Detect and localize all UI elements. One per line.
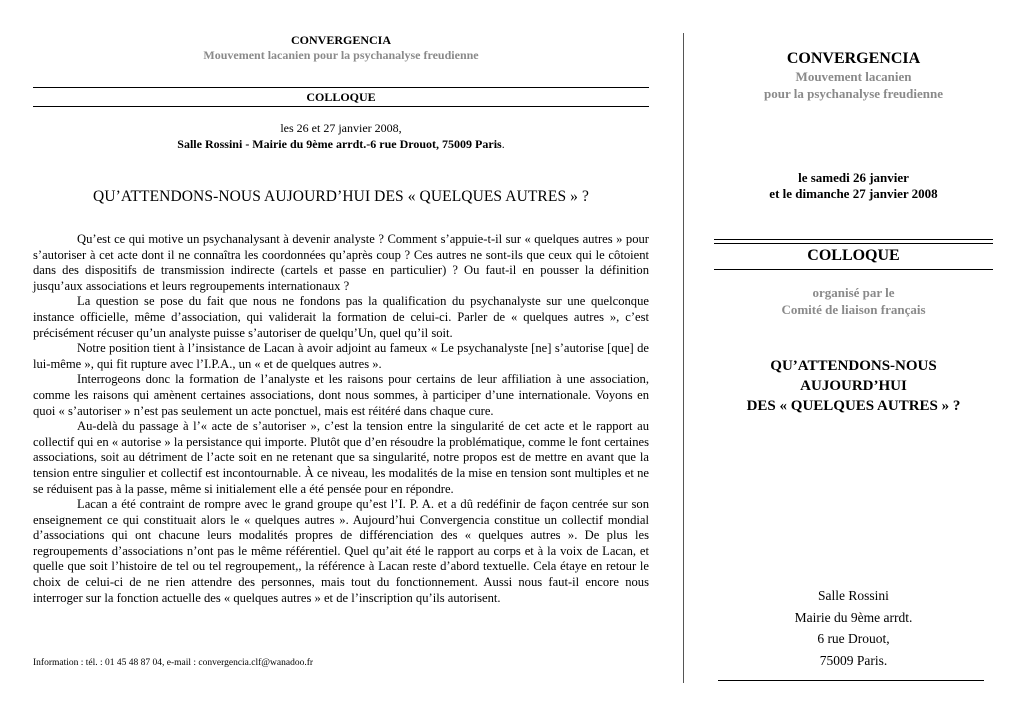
dates-line: les 26 et 27 janvier 2008, [280, 121, 402, 135]
paragraph: La question se pose du fait que nous ne fondons pas la qualification du psychanalyste sur une quelconque instance officielle, même d’association, qui validerait la formation de celui-ci. Parler de « quelques autres », c’est précisément récuser qu’un analyste puisse s’autoriser de quelqu’Un, quel qu’il soit. [33, 294, 653, 340]
org-subtitle: Mouvement lacanien pour la psychanalyse freudienne [203, 48, 479, 62]
address-line: Mairie du 9ème arrdt. [794, 609, 913, 625]
left-page [33, 33, 653, 606]
right-page [714, 50, 993, 416]
right-date-1: le samedi 26 janvier [798, 170, 909, 185]
org-name: CONVERGENCIA [290, 33, 391, 47]
right-title-line-2: AUJOURD’HUI [800, 378, 907, 394]
organizer-line-1: organisé par le [812, 285, 895, 300]
paragraph: Au-delà du passage à l’« acte de s’autoriser », c’est la tension entre la singularité de cet acte et le rapport au collectif qui en « autorise » la persistance qui importe. Plutôt que d’en résoudre la problématique, comme le font certaines associations, soit au détriment de l’acte soit en ne retenant que sa singularité, notre propos est de mettre en avant que la tension entre singulier et collectif est incontournable. À ce niveau, les modalités de la mise en tension sont multiples et ne se réduisent pas à la passe, même si initialement elle a été pensée pour en répondre. [33, 419, 653, 496]
paragraph: Interrogeons donc la formation de l’analyste et les raisons pour certains de leur affiliation à une association, comme les raisons qui amènent certaines associations, dont nous sommes, à participer d’une internationale. Voyons en quoi « s’autoriser » n’est pas seulement un acte ponctuel, mais est réitéré dans chaque cure. [33, 372, 653, 418]
right-title [714, 356, 993, 416]
right-colloque-label: COLLOQUE [714, 243, 993, 269]
organizer-line-2: Comité de liaison français [781, 302, 926, 317]
contact-info: Information : tél. : 01 45 48 87 04, e-mail : convergencia.clf@wanadoo.fr [33, 658, 314, 668]
right-org-name: CONVERGENCIA [786, 50, 921, 67]
bottom-rule [718, 680, 984, 681]
venue-line: Salle Rossini - Mairie du 9ème arrdt.-6 rue Drouot, 75009 Paris [177, 137, 502, 151]
paragraph: Lacan a été contraint de rompre avec le grand groupe qu’est l’I. P. A. et a dû redéfinir de façon centrée sur son enseignement ce qui constituait alors le « quelques autres ». Aujourd’hui Convergencia constitue un collectif mondial d’associations qui ont chacune leurs modalités propres de différenciation des « quelques autres ». De plus les regroupements d’associations n’ont pas le même référentiel. Quel qu’ait été le rapport au corps et à la voix de Lacan, et quelle que soit l’histoire de tel ou tel regroupement,, la référence à Lacan reste d’abord textuelle. Cela étaye en retour le choix de celui-ci de ne rien attendre des personnes, mais tout du fonctionnement. Aussi nous faut-il encore nous interroger sur la fonction actuelle des « quelques autres » et de l’inscription qu’ils autorisent. [33, 497, 653, 605]
address-line: Salle Rossini [818, 588, 889, 603]
right-org-subtitle-2: pour la psychanalyse freudienne [763, 86, 944, 101]
venue-address [714, 585, 993, 671]
right-title-line-1: QU’ATTENDONS-NOUS [770, 358, 937, 374]
venue-period: . [501, 137, 505, 151]
right-title-line-3: DES « QUELQUES AUTRES » ? [746, 398, 961, 414]
right-org-subtitle-1: Mouvement lacanien [795, 69, 912, 84]
page-divider [683, 33, 684, 683]
organizer [714, 284, 993, 318]
colloque-heading [33, 87, 649, 107]
address-line: 75009 Paris. [819, 652, 888, 668]
right-colloque-heading [714, 239, 993, 270]
body-text [33, 232, 653, 606]
paragraph: Notre position tient à l’insistance de Lacan à avoir adjoint au fameux « Le psychanalyste [ne] s’autorise [que] de lui-même », qui fit rupture avec l’I.P.A., un « et de quelques autres ». [33, 341, 653, 371]
colloque-label: COLLOQUE [306, 90, 376, 104]
main-title: QU’ATTENDONS-NOUS AUJOURD’HUI DES « QUELQUES AUTRES » ? [93, 188, 589, 205]
paragraph: Qu’est ce qui motive un psychanalysant à devenir analyste ? Comment s’appuie-t-il sur « quelques autres » pour s’autoriser à cet acte dont il ne connaîtra les coordonnées qu’après coup ? Ces autres ne sont-ils que ceux qui le côtoient dans des dispositifs de transmission indirecte (cartels et passe en particulier) ? Ou faut-il en pousser la définition jusqu’aux associations et leurs regroupements internationaux ? [33, 232, 653, 293]
address-line: 6 rue Drouot, [817, 631, 890, 646]
right-date-2: et le dimanche 27 janvier 2008 [769, 186, 938, 201]
event-dates [33, 120, 649, 152]
right-dates [714, 170, 993, 202]
